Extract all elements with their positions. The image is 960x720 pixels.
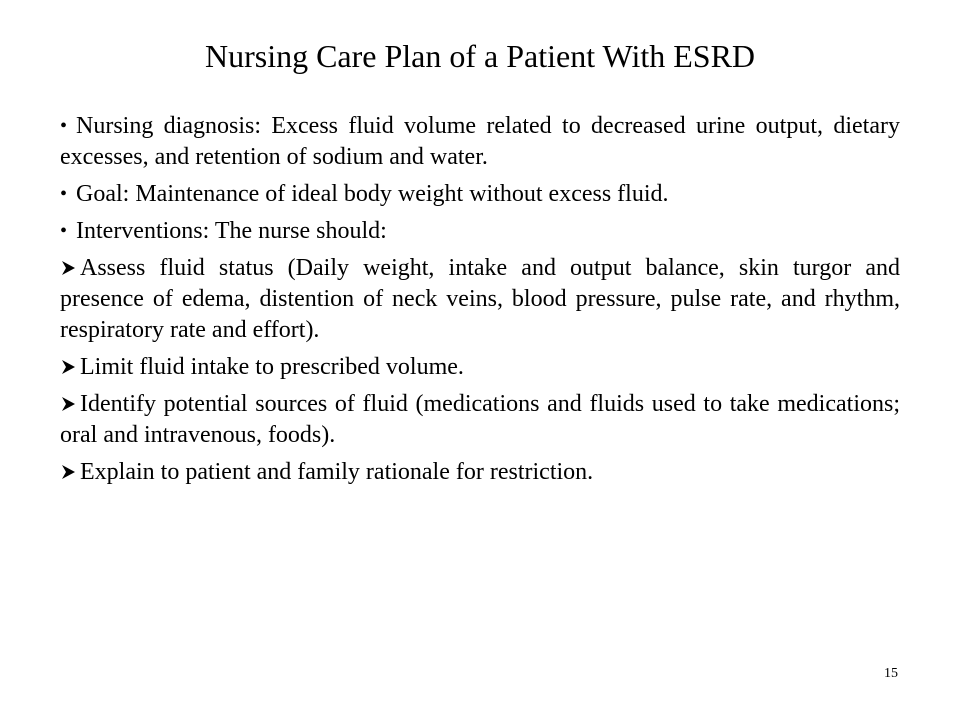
arrow-bullet-icon	[60, 359, 77, 375]
bullet-dot-icon: •	[60, 220, 68, 242]
bullet-item-nursing-diagnosis	[60, 111, 900, 173]
intervention-item-explain-rationale	[60, 457, 900, 488]
intervention-text: Assess fluid status (Daily weight, intake and output balance, skin turgor and presence of edema, distention of neck veins, blood pressure, pulse rate, and rhythm, respiratory rate and effort).	[60, 255, 900, 343]
page-number: 15	[884, 666, 898, 681]
intervention-text: Identify potential sources of fluid (medications and fluids used to take medications; oral and intravenous, foods).	[60, 391, 900, 448]
bullet-item-interventions	[60, 216, 900, 247]
slide-title: Nursing Care Plan of a Patient With ESRD	[204, 38, 756, 74]
arrow-bullet-icon	[60, 464, 77, 480]
intervention-item-assess-fluid-status	[60, 253, 900, 346]
intervention-item-identify-fluid-sources	[60, 389, 900, 451]
intervention-text: Limit fluid intake to prescribed volume.	[80, 354, 464, 380]
arrow-bullet-icon	[60, 260, 77, 276]
bullet-dot-icon: •	[60, 115, 68, 137]
intervention-text: Explain to patient and family rationale for restriction.	[80, 459, 594, 485]
bullet-text: Goal: Maintenance of ideal body weight without excess fluid.	[76, 181, 669, 207]
bullet-text: Interventions: The nurse should:	[76, 218, 387, 244]
arrow-bullet-icon	[60, 396, 77, 412]
bullet-dot-icon: •	[60, 183, 68, 205]
slide-content	[60, 111, 900, 494]
bullet-item-goal	[60, 179, 900, 210]
intervention-item-limit-fluid-intake	[60, 352, 900, 383]
bullet-text: Nursing diagnosis: Excess fluid volume related to decreased urine output, dietary excesses, and retention of sodium and water.	[60, 113, 900, 170]
